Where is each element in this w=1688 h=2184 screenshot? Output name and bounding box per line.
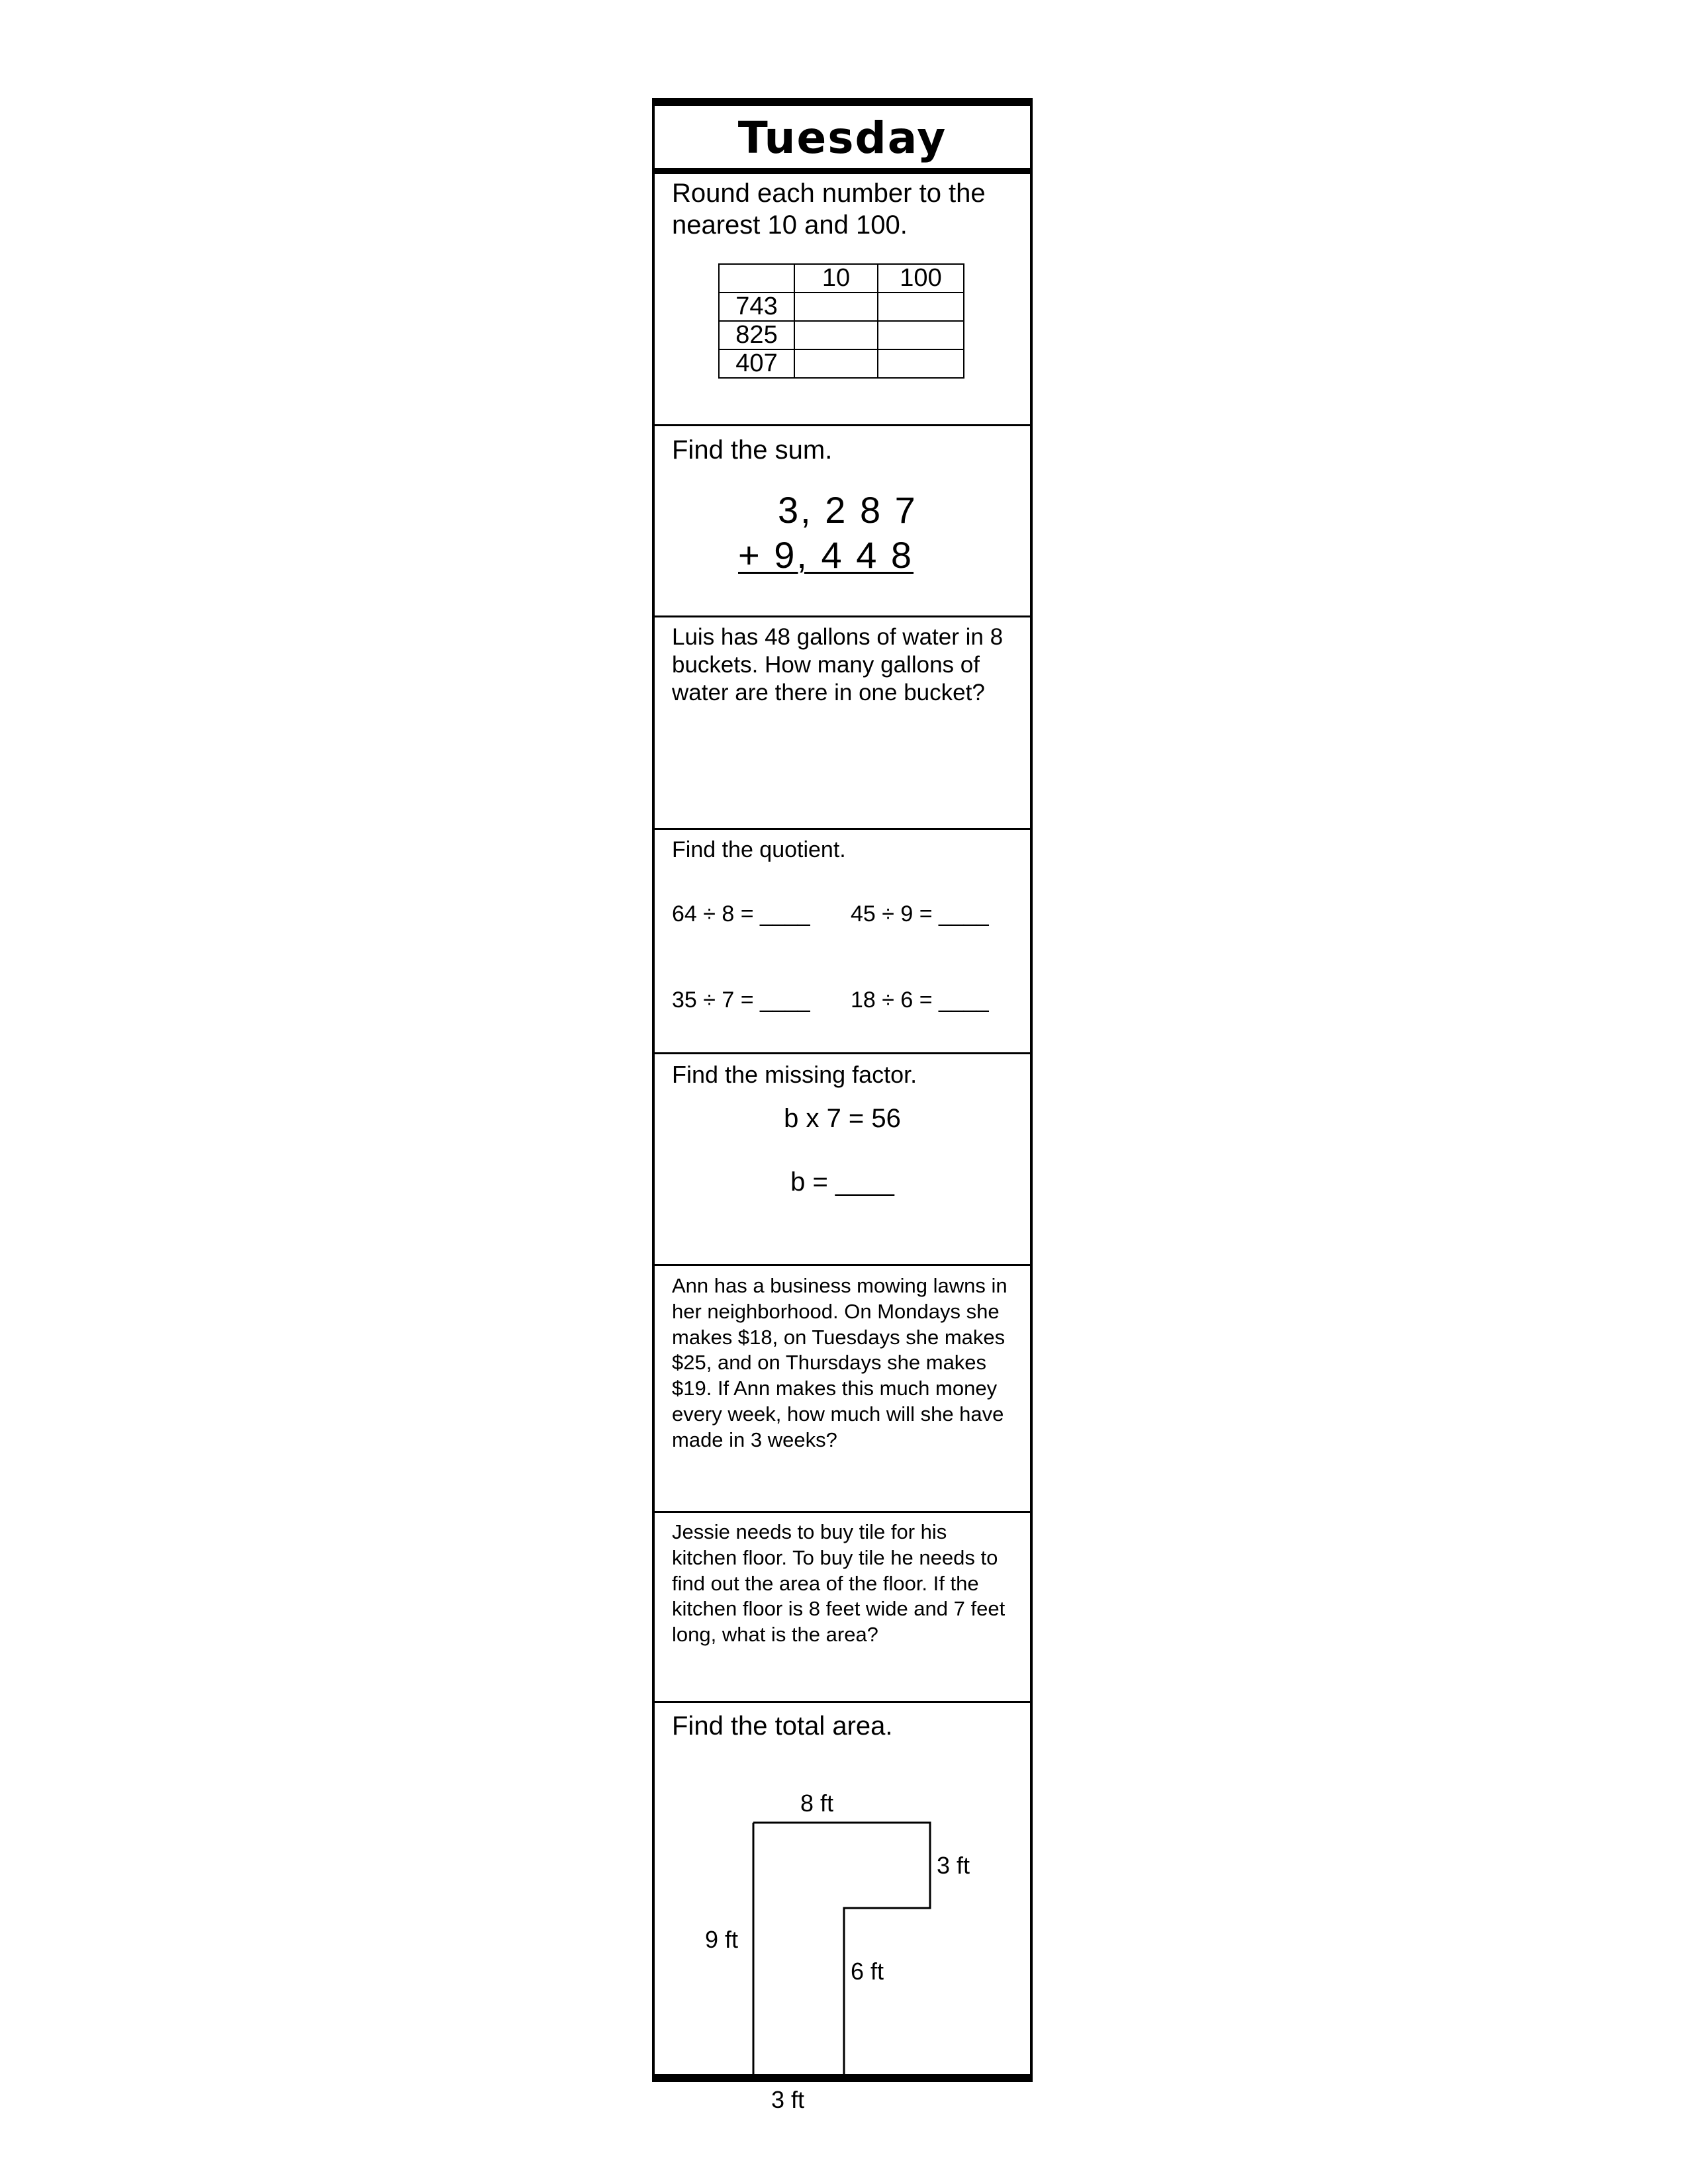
l-shape-figure bbox=[652, 98, 1033, 2075]
addend-bottom: + 9, 4 4 8 bbox=[738, 534, 914, 576]
dimension-label-top: 8 ft bbox=[800, 1790, 834, 1817]
missing-factor-equation: b x 7 = 56 bbox=[784, 1104, 901, 1133]
quotient-prompt: Find the quotient. bbox=[672, 837, 846, 862]
area-prompt: Find the total area. bbox=[672, 1711, 893, 1741]
worksheet-strip bbox=[652, 98, 1033, 2113]
dimension-label-bottom: 3 ft bbox=[771, 2086, 805, 2113]
l-shape-outline bbox=[753, 1823, 930, 2075]
jessie-word-problem: Jessie needs to buy tile for his kitchen floor. To buy tile he needs to find out the area of the floor. If the kitchen floor is 8 feet wide and 7 feet long, what is the area? bbox=[672, 1520, 1006, 1646]
header-cell: 10 bbox=[794, 264, 878, 293]
division-equation: 35 ÷ 7 = ____ bbox=[672, 987, 810, 1013]
missing-factor-answer: b = ____ bbox=[790, 1167, 894, 1197]
division-equation: 18 ÷ 6 = ____ bbox=[851, 987, 989, 1013]
dimension-label-right: 3 ft bbox=[937, 1852, 970, 1879]
dimension-label-inner: 6 ft bbox=[851, 1958, 884, 1985]
dimension-label-left: 9 ft bbox=[705, 1926, 739, 1953]
sum-prompt: Find the sum. bbox=[672, 435, 833, 465]
addend-top: 3, 2 8 7 bbox=[778, 489, 917, 531]
row-number: 743 bbox=[719, 293, 794, 321]
bottom-heavy-rule bbox=[652, 2074, 1033, 2082]
missing-factor-prompt: Find the missing factor. bbox=[672, 1061, 917, 1088]
row-number: 825 bbox=[719, 321, 794, 349]
row-number: 407 bbox=[719, 349, 794, 378]
luis-word-problem: Luis has 48 gallons of water in 8 buckets. How many gallons of water are there in one bucket? bbox=[672, 624, 1004, 705]
ann-word-problem: Ann has a business mowing lawns in her neighborhood. On Mondays she makes $18, on Tuesdays she makes $25, and on Thursdays she makes $19. If Ann makes this much money every week, how much will she have made in 3 weeks? bbox=[672, 1274, 1008, 1451]
division-equation: 45 ÷ 9 = ____ bbox=[851, 901, 989, 927]
division-equation: 64 ÷ 8 = ____ bbox=[672, 901, 810, 927]
round-prompt: Round each number to the nearest 10 and 100. bbox=[672, 179, 986, 240]
header-cell: 100 bbox=[878, 264, 964, 293]
page-title: Tuesday bbox=[737, 113, 947, 163]
